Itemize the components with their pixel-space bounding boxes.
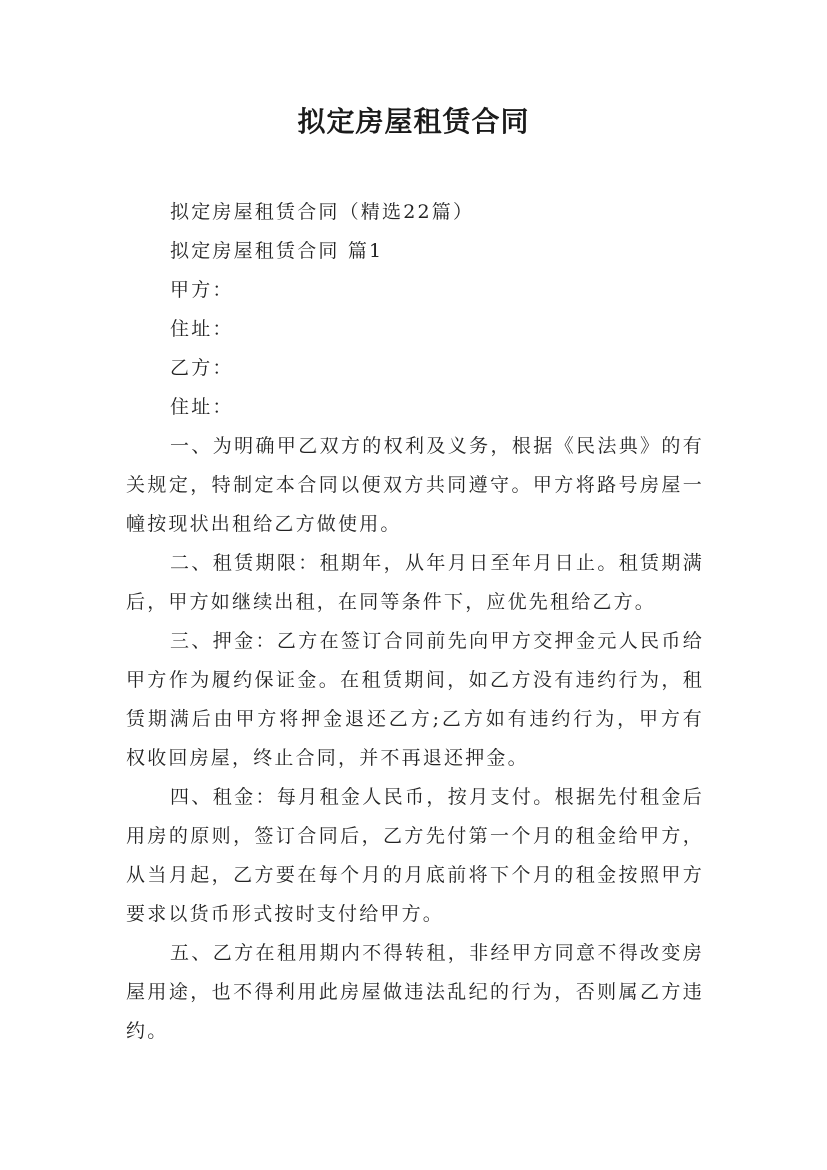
clause-paragraph-4: 四、租金：每月租金人民币，按月支付。根据先付租金后用房的原则，签订合同后，乙方先付第一个月的租金给甲方，从当月起，乙方要在每个月的月底前将下个月的租金按照甲方要求以货币形式按时支付给甲方。: [126, 786, 704, 925]
clause-paragraph-3: 三、押金：乙方在签订合同前先向甲方交押金元人民币给甲方作为履约保证金。在租赁期间，如乙方没有违约行为，租赁期满后由甲方将押金退还乙方;乙方如有违约行为，甲方有权收回房屋，终止合同，并不再退还押金。: [126, 630, 704, 769]
address-b-label: 住址：: [170, 396, 234, 418]
party-a-label: 甲方：: [170, 279, 234, 301]
clause-paragraph-1: 一、为明确甲乙双方的权利及义务，根据《民法典》的有关规定，特制定本合同以便双方共同遵守。甲方将路号房屋一幢按现状出租给乙方做使用。: [126, 435, 704, 535]
party-b-label: 乙方：: [170, 357, 234, 379]
section-heading: 拟定房屋租赁合同 篇1: [170, 240, 384, 262]
document-subtitle: 拟定房屋租赁合同（精选22篇）: [170, 201, 475, 223]
document-body: [126, 193, 704, 1051]
clause-paragraph-5: 五、乙方在租用期内不得转租，非经甲方同意不得改变房屋用途，也不得利用此房屋做违法乱纪的行为，否则属乙方违约。: [126, 942, 704, 1042]
document-title: 拟定房屋租赁合同: [297, 105, 530, 138]
clause-paragraph-2: 二、租赁期限：租期年，从年月日至年月日止。租赁期满后，甲方如继续出租，在同等条件下，应优先租给乙方。: [126, 552, 704, 613]
address-a-label: 住址：: [170, 318, 234, 340]
